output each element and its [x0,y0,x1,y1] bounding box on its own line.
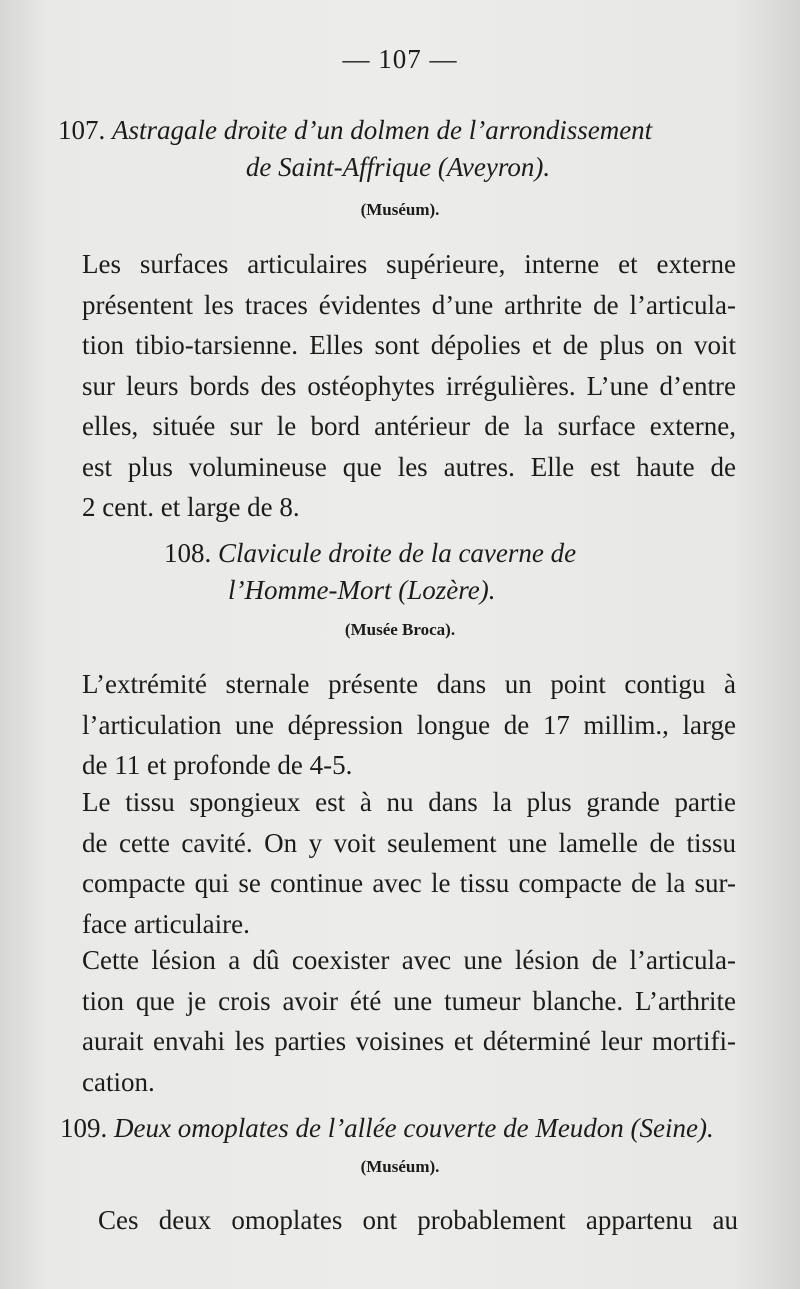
text-line: tion tibio-tarsienne. Elles sont dépolies et de plus on voit [82,330,736,360]
entry-title-line: l’Homme-Mort (Lozère). [228,575,496,605]
entry-107-source: (Muséum). [360,200,440,219]
text-line: cation. [82,1066,155,1097]
text-line: est plus volumineuse que les autres. Elle est haute de [82,451,736,482]
text-line: face articulaire. [82,908,250,939]
entry-number: 107. [58,115,106,145]
entry-108-title [138,535,698,609]
entry-108-paragraph-2 [56,782,736,944]
text-line: L’extrémité sternale présente dans un point contigu à [82,669,736,699]
text-line: Le tissu spongieux est à nu dans la plus grande partie [82,787,736,817]
text-line: 2 cent. et large de 8. [82,492,300,522]
entry-number: 109. [60,1113,108,1143]
entry-title-line: Clavicule droite de la caverne de [218,538,577,568]
entry-108-source: (Musée Broca). [344,620,456,639]
text-line: compacte qui se continue avec le tissu compacte de la sur- [82,868,736,898]
text-line: de 11 et profonde de 4-5. [82,750,353,780]
entry-109-paragraph-1 [72,1200,738,1241]
entry-title-line: Astragale droite d’un dolmen de l’arrondissement [112,115,653,145]
text-line: elles, située sur le bord antérieur de la surface externe, [82,411,736,441]
text-line: sur leurs bords des ostéophytes irrégulières. L’une d’entre [82,370,736,401]
entry-107-title [58,112,738,186]
entry-109-source: (Muséum). [360,1157,440,1176]
entry-title-line: Deux omoplates de l’allée couverte de Meudon (Seine). [114,1113,714,1143]
text-line: de cette cavité. On y voit seulement une lamelle de tissu [82,827,736,858]
text-line: l’articulation une dépression longue de 17 millim., large [82,709,736,740]
entry-title-line: de Saint-Affrique (Aveyron). [245,152,551,182]
text-line: aurait envahi les parties voisines et déterminé leur mortifi- [82,1026,736,1056]
text-line: Les surfaces articulaires supérieure, interne et externe [82,249,736,279]
entry-108-paragraph-1 [56,664,736,786]
page-number: — 107 — [342,44,458,74]
text-line: tion que je crois avoir été une tumeur blanche. L’arthrite [82,985,736,1016]
text-line: Cette lésion a dû coexister avec une lésion de l’articula- [82,945,736,975]
entry-108-paragraph-3 [56,940,736,1102]
entry-107-paragraph-1 [56,244,736,528]
text-line: présentent les traces évidentes d’une arthrite de l’articula- [82,289,736,320]
entry-number: 108. [164,538,212,568]
entry-109-title [60,1110,750,1147]
text-line: Ces deux omoplates ont probablement appartenu au [98,1205,738,1235]
